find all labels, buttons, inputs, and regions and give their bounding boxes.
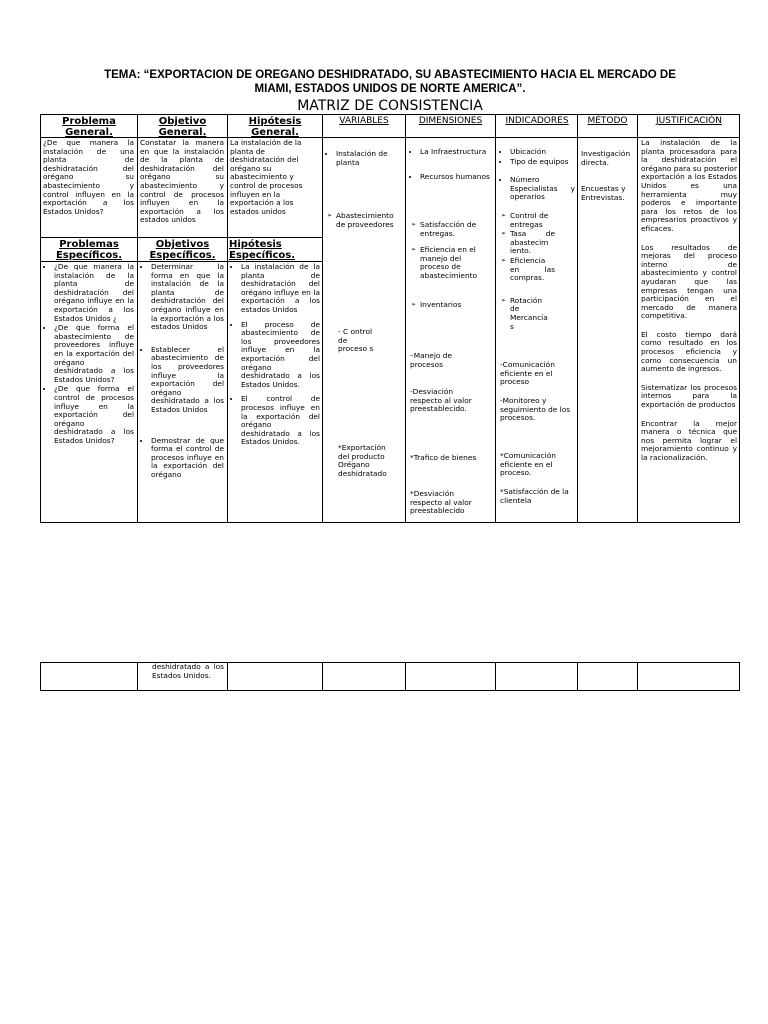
header-objetivo-general: Objetivo General.	[158, 116, 207, 138]
metodo-item: Investigación directa.	[581, 149, 631, 167]
matrix-heading: MATRIZ DE CONSISTENCIA	[297, 98, 483, 114]
objetivo-general-text: Constatar la manera en que la instalación de la planta de deshidratación del orégano su abastecimiento y control de procesos influyen en la exportación a los estados unidos	[140, 138, 224, 225]
dimension-item: -Desviación respecto al valor preestablecido.	[410, 387, 472, 414]
indicadores-group	[500, 148, 575, 203]
indicator-item: • Ubicación	[510, 148, 575, 157]
header-dimensiones: DIMENSIONES	[418, 116, 483, 126]
dimension-item: • Recursos humanos	[420, 173, 492, 182]
objetivo-especifico: • Demostrar de que forma el control de procesos influye en la exportación del orégano	[151, 437, 224, 480]
metodo-item: Encuestas y Entrevistas.	[581, 184, 626, 202]
header-problema-general: Problema General.	[62, 116, 116, 138]
indicator-item: ➢ Tasa de abastecim iento.	[510, 230, 555, 256]
header-problemas-especificos: Problemas Específicos.	[55, 239, 123, 261]
justificacion-paragraph: La instalación de la planta procesadora para la deshidratación el orégano para su posterior exportación a los Estados Unidos es una herramienta muy poderos e importante para los retos de los empresarios proactivos y eficaces.	[641, 138, 737, 233]
dimension-item: ➢ Satisfacción de entregas.	[420, 221, 490, 238]
indicator-item: -Comunicación eficiente en el proceso	[500, 360, 555, 387]
hipotesis-general-text: La instalación de la planta de deshidratación del orégano su abastecimiento y control de procesos influyen en la exportación a los estados unidos	[230, 138, 303, 216]
variable-item: *Exportación del producto Orégano deshidratado	[338, 443, 387, 478]
header-metodo: MÉTODO	[587, 116, 628, 126]
variable-item: ➢ Abastecimiento de proveedores	[336, 212, 402, 229]
indicator-item: • Número Especialistas y operarios	[510, 176, 575, 202]
header-indicadores: INDICADORES	[505, 116, 569, 126]
indicator-item: *Comunicación eficiente en el proceso.	[500, 451, 556, 478]
dimension-item: *Desviación respecto al valor preestablecido	[410, 489, 472, 516]
dimensiones-group	[410, 221, 490, 310]
objetivo-especifico: • Determinar la forma en que la instalación de la planta de deshidratación del orégano influye en la exportación a los estados Unidos	[151, 263, 224, 332]
indicator-item: -Monitoreo y seguimiento de los procesos.	[500, 396, 571, 423]
justificacion-paragraph: Encontrar la mejor manera o técnica que nos permita lograr el mejoramiento continuo y la racionalización.	[641, 418, 737, 462]
indicator-item: *Satisfacción de la clientela	[500, 487, 569, 505]
justificacion-paragraph: El costo tiempo dará como resultado en los procesos eficiencia y como consecuencia un aumento de ingresos.	[641, 329, 737, 374]
problema-especifico: • ¿De que forma el control de procesos influye en la exportación del orégano deshidratado a los Estados Unidos?	[54, 385, 134, 445]
justificacion-list	[641, 139, 737, 463]
title-line-2: MIAMI, ESTADOS UNIDOS DE NORTE AMERICA”.	[254, 83, 526, 95]
variable-group	[326, 212, 402, 230]
hipotesis-especifica: • El control de procesos influye en la exportación del orégano deshidratado a los Estados Unidos.	[241, 395, 320, 447]
indicator-item: • Tipo de equipos	[510, 158, 575, 167]
indicadores-group	[500, 212, 555, 332]
indicator-item: ➢ Rotación de Mercancía s	[510, 297, 546, 331]
variable-item: • Instalación de planta	[336, 150, 402, 167]
justificacion-paragraph: Sistematizar los procesos internos para la exportación de productos	[641, 382, 737, 410]
dimension-item: *Trafico de bienes	[410, 453, 477, 462]
hipotesis-especifica: • El proceso de abastecimiento de los proveedores influye en la exportación del orégano deshidratado a los Estados Unidos.	[241, 321, 320, 390]
dimensiones-group	[410, 148, 492, 182]
header-hipotesis-general: Hipótesis General.	[248, 116, 302, 138]
problema-especifico: • ¿De que manera la instalación de la planta de deshidratación del orégano influye en la exportación a los Estados Unidos ¿	[54, 263, 134, 323]
indicator-item: ➢ Control de entregas	[510, 212, 555, 229]
dimension-item: • La Infraestructura	[420, 148, 492, 157]
variables-list	[326, 150, 402, 168]
problema-especifico: • ¿De que forma el abastecimiento de proveedores influye en la exportación del orégano deshidratado a los Estados Unidos?	[54, 324, 134, 384]
document-title	[40, 68, 740, 96]
variable-item: - C ontrol de proceso s	[338, 327, 374, 354]
problema-general-text: ¿De que manera la instalación de una planta de deshidratación del orégano su abastecimiento y control influyen en la exportación a los Estados Unidos?	[43, 138, 134, 216]
indicator-item: ➢ Eficiencia en las compras.	[510, 257, 555, 283]
objetivo-continuation-text: deshidratado a los Estados Unidos.	[152, 662, 224, 680]
dimension-item: ➢ Eficiencia en el manejo del proceso de abastecimiento	[420, 246, 490, 280]
justificacion-paragraph: Los resultados de mejoras del proceso interno de abastecimiento y control ayudaran que las empresas tengan una participación en el mercado de manera competitiva.	[641, 242, 737, 321]
problemas-especificos-list	[44, 263, 134, 446]
hipotesis-especifica: • La instalación de la planta de deshidratación del orégano influye en la exportación a los estados Unidos	[241, 263, 320, 315]
dimension-item: ➢ Inventarios	[420, 301, 490, 310]
objetivos-especificos-list	[141, 263, 224, 480]
header-variables: VARIABLES	[339, 116, 389, 126]
dimension-item: –Manejo de procesos	[410, 351, 452, 369]
objetivo-especifico: • Establecer el abastecimiento de los proveedores influye la exportación del orégano deshidratado a los Estados Unidos	[151, 346, 224, 415]
header-objetivos-especificos: Objetivos Específicos.	[149, 239, 216, 261]
header-hipotesis-especificas: Hipótesis Específicos.	[229, 239, 296, 261]
title-line-1: TEMA: “EXPORTACION DE OREGANO DESHIDRATADO, SU ABASTECIMIENTO HACIA EL MERCADO DE	[104, 69, 676, 81]
header-justificacion: JUSTIFICACIÓN	[656, 116, 722, 126]
hipotesis-especificas-list	[231, 263, 320, 448]
